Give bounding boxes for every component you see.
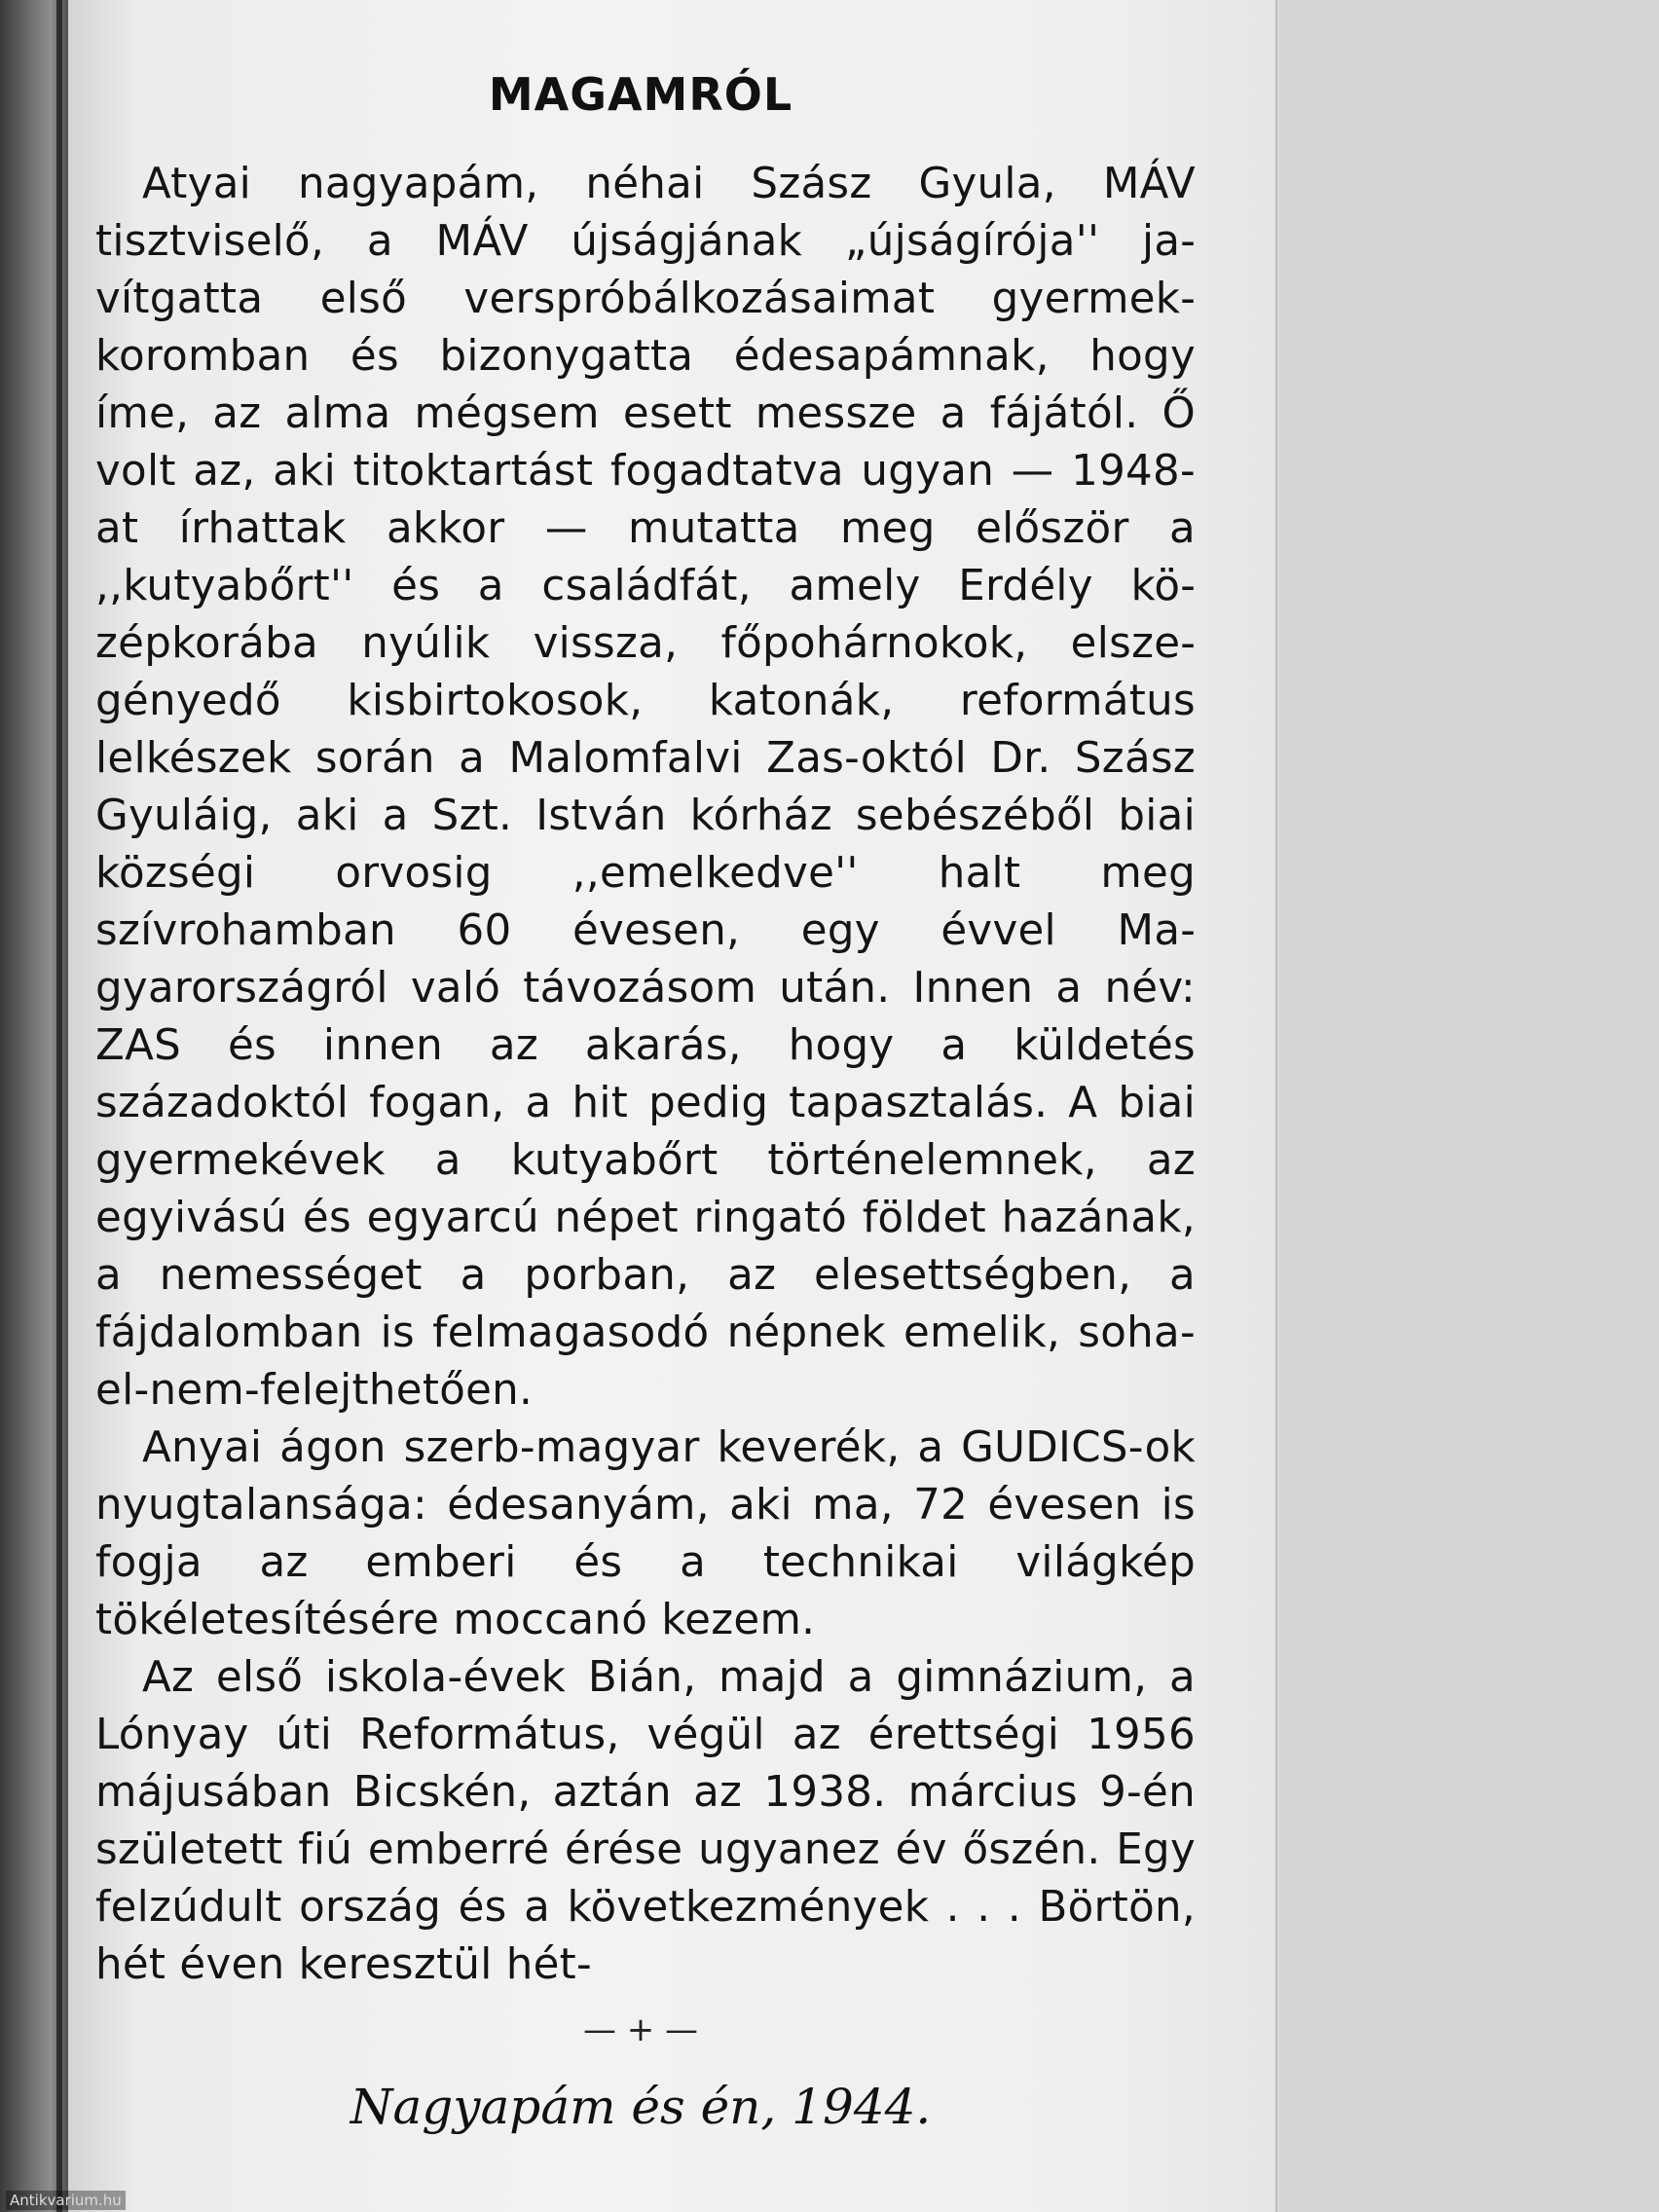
photo-caption: Nagyapám és én, 1944. [350, 2079, 932, 2135]
paragraph: Anyai ágon szerb-magyar keverék, a GUDICS-ok nyugtalansága: édesanyám, aki ma, 72 évesen is fogja az emberi és a technikai világkép tökéletesítésére moccanó kezem. [95, 1423, 1196, 1644]
spine-edge [56, 0, 62, 2212]
paragraph: Atyai nagyapám, néhai Szász Gyula, MÁV tisztviselő, a MÁV újságjának „újságírója'' javítgatta első verspróbálkozásaimat gyermekkoromban és bizonygatta édesapámnak, hogy íme, az alma mégsem esett messze a fájától. Ő volt az, aki titoktartást fogadtatva ugyan — 1948-at írhattak akkor — mutatta meg először a ,,kutyabőrt'' és a családfát, amely Erdély középkorába nyúlik vissza, főpohárnokok, elszegényedő kisbirtokosok, katonák, református lelkészek során a Malomfalvi Zas-októl Dr. Szász Gyuláig, aki a Szt. István kórház sebészéből biai községi orvosig ,,emelkedve'' halt meg szívrohamban 60 évesen, egy évvel Magyarországról való távozásom után. Innen a név: ZAS és innen az akarás, hogy a küldetés századoktól fogan, a hit pedig tapasztalás. A biai gyermekévek a kutyabőrt történelemnek, az egyivású és egyarcú népet ringató földet hazának, a nemességet a porban, az elesettségben, a fájdalomban is felmagasodó népnek emelik, soha-el-nem-felejthetően. [95, 160, 1196, 1415]
paragraph: Az első iskola-évek Bián, majd a gimnázium, a Lónyay úti Református, végül az érettségi 1956 májusában Bicskén, aztán az 1938. március 9-én született fiú emberré érése ugyanez év őszén. Egy felzúdult ország és a következmények . . . Börtön, hét éven keresztül hét- [95, 1653, 1196, 1989]
backing-sheet [1275, 0, 1659, 2212]
page-title: MAGAMRÓL [488, 68, 793, 121]
body-text [95, 156, 1196, 1994]
watermark: Antikvarium.hu [6, 2191, 126, 2210]
page-marker: — + — [582, 2010, 699, 2049]
